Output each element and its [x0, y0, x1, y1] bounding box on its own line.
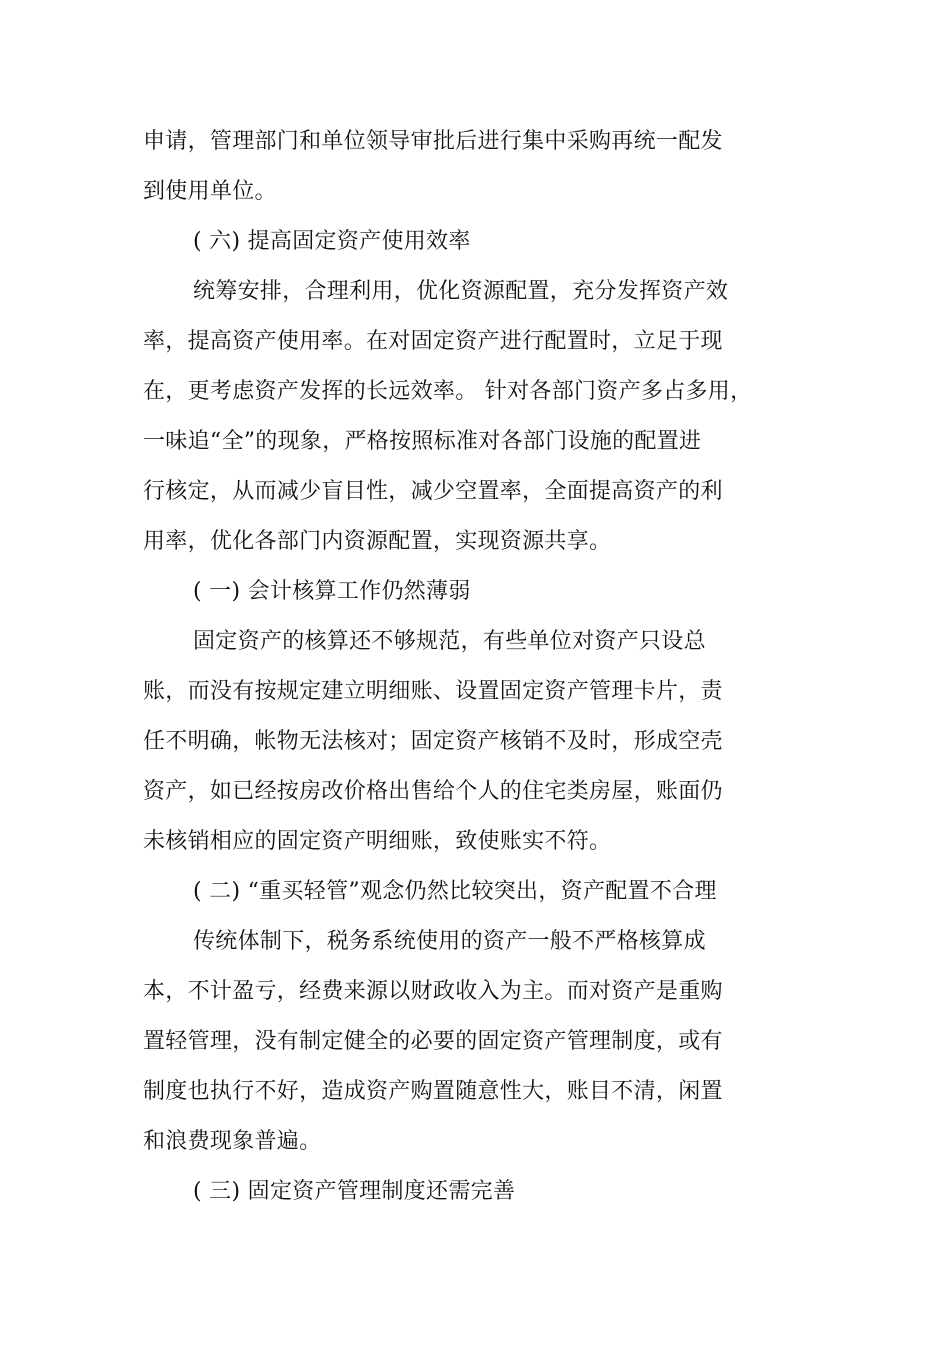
paragraph-line: 和浪费现象普遍。: [143, 1129, 322, 1154]
section-heading-one: ( 一) 会计核算工作仍然薄弱: [193, 579, 471, 604]
paragraph-line: 制度也执行不好，造成资产购置随意性大，账目不清，闲置: [143, 1079, 723, 1104]
paragraph-line: 到使用单位。: [143, 179, 277, 204]
section-heading-two: ( 二) “重买轻管”观念仍然比较突出，资产配置不合理: [193, 879, 717, 904]
paragraph-line: 本，不计盈亏，经费来源以财政收入为主。而对资产是重购: [143, 979, 723, 1004]
paragraph-line: 固定资产的核算还不够规范，有些单位对资产只设总: [193, 629, 706, 654]
paragraph-line: 置轻管理，没有制定健全的必要的固定资产管理制度，或有: [143, 1029, 723, 1054]
paragraph-line: 资产，如已经按房改价格出售给个人的住宅类房屋，账面仍: [143, 779, 723, 804]
paragraph-line: 在，更考虑资产发挥的长远效率。 针对各部门资产多占多用，: [143, 379, 753, 404]
section-heading-three: ( 三) 固定资产管理制度还需完善: [193, 1179, 516, 1204]
paragraph-line: 用率，优化各部门内资源配置，实现资源共享。: [143, 529, 612, 554]
paragraph-line: 申请，管理部门和单位领导审批后进行集中采购再统一配发: [143, 129, 723, 154]
paragraph-line: 任不明确，帐物无法核对；固定资产核销不及时，形成空壳: [143, 729, 723, 754]
paragraph-line: 账，而没有按规定建立明细账、设置固定资产管理卡片，责: [143, 679, 723, 704]
section-heading-six: ( 六) 提高固定资产使用效率: [193, 229, 471, 254]
paragraph-line: 统筹安排，合理利用，优化资源配置，充分发挥资产效: [193, 279, 729, 304]
paragraph-line: 未核销相应的固定资产明细账，致使账实不符。: [143, 829, 612, 854]
paragraph-line: 传统体制下，税务系统使用的资产一般不严格核算成: [193, 929, 706, 954]
paragraph-line: 一味追“全”的现象，严格按照标准对各部门设施的配置进: [143, 429, 702, 454]
paragraph-line: 行核定，从而减少盲目性，减少空置率，全面提高资产的利: [143, 479, 723, 504]
paragraph-line: 率，提高资产使用率。在对固定资产进行配置时，立足于现: [143, 329, 723, 354]
